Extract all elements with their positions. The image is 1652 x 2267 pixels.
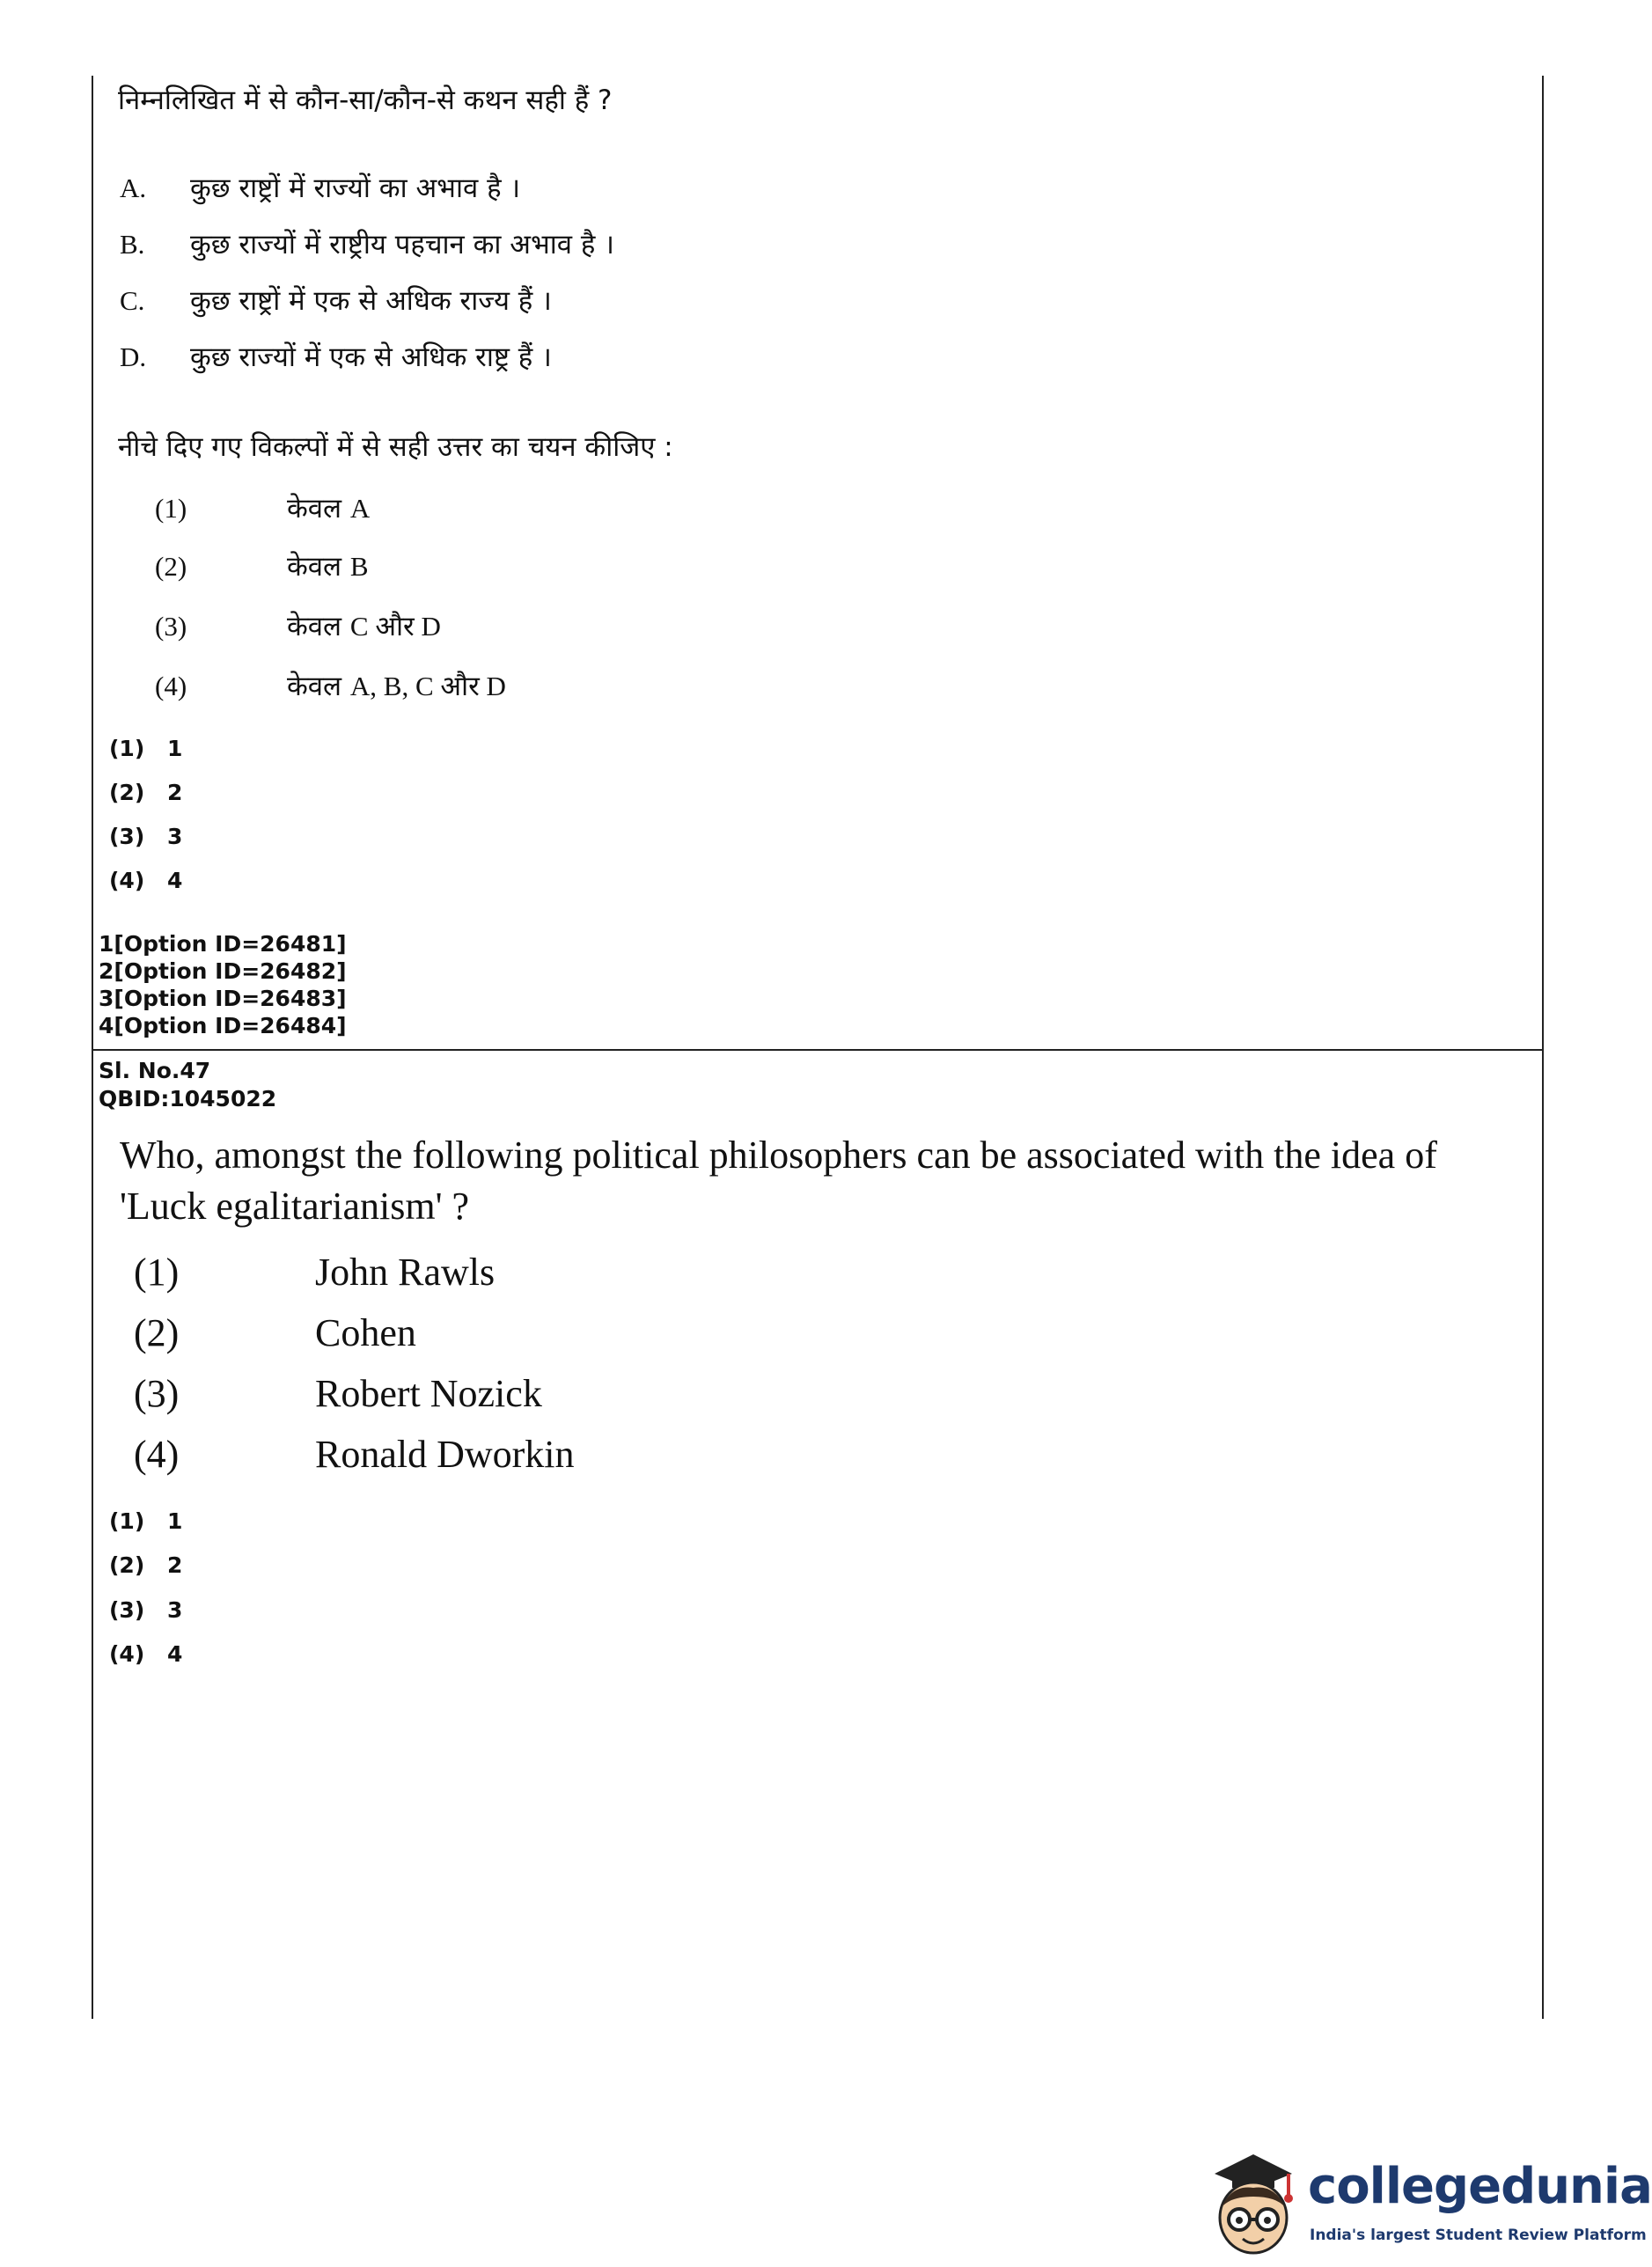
statement-label: A.	[120, 172, 147, 203]
q46-choice	[155, 667, 506, 704]
page-border-left	[92, 76, 93, 2019]
answer-value: 4	[167, 1641, 183, 1667]
page-border-right	[1542, 76, 1544, 2019]
choice-number: (2)	[155, 551, 187, 582]
answer-value: 1	[167, 1508, 183, 1534]
choice-number: (4)	[155, 671, 187, 701]
q47-choice	[134, 1310, 416, 1355]
answer-number: (1)	[109, 736, 145, 761]
sl-no: Sl. No.47	[99, 1058, 211, 1083]
choice-number: (3)	[134, 1372, 180, 1415]
q46-answer-option	[109, 824, 182, 849]
q47-stem: Who, amongst the following political philosophers can be associated with the idea of 'Luck egalitarianism' ?	[120, 1134, 1437, 1228]
choice-text: C और D	[349, 611, 441, 642]
choice-hindi: केवल	[287, 611, 342, 642]
choice-text: A, B, C और D	[349, 671, 506, 701]
choice-hindi: केवल	[287, 551, 342, 583]
answer-number: (1)	[109, 1508, 145, 1534]
q47-answer-option	[109, 1641, 182, 1667]
q46-choice	[155, 607, 441, 644]
answer-number: (2)	[109, 780, 145, 805]
statement-text: कुछ राज्यों में राष्ट्रीय पहचान का अभाव है ।	[190, 229, 614, 260]
answer-value: 2	[167, 780, 183, 805]
q46-statement	[120, 338, 552, 375]
q46-answer-option	[109, 780, 182, 805]
answer-value: 2	[167, 1552, 183, 1578]
q46-instruction: नीचे दिए गए विकल्पों में से सही उत्तर का चयन कीजिए :	[118, 431, 673, 463]
q47-choice	[134, 1432, 575, 1477]
q46-answer-option	[109, 868, 182, 893]
option-id: 1[Option ID=26481]	[99, 931, 347, 957]
answer-number: (4)	[109, 868, 145, 893]
q47-choice	[134, 1250, 495, 1295]
choice-text: Ronald Dworkin	[315, 1433, 575, 1476]
choice-text: A	[349, 493, 371, 524]
statement-label: C.	[120, 285, 145, 316]
choice-text: Robert Nozick	[315, 1372, 542, 1415]
q46-stem: निम्नलिखित में से कौन-सा/कौन-से कथन सही हैं ?	[118, 84, 613, 116]
answer-number: (3)	[109, 1597, 145, 1623]
q47-choice	[134, 1371, 542, 1416]
choice-number: (1)	[155, 493, 187, 524]
option-id: 4[Option ID=26484]	[99, 1013, 347, 1038]
choice-number: (2)	[134, 1311, 180, 1354]
statement-label: B.	[120, 229, 145, 260]
choice-hindi: केवल	[287, 493, 342, 525]
choice-hindi: केवल	[287, 671, 342, 702]
statement-label: D.	[120, 341, 147, 372]
choice-text: B	[349, 551, 369, 582]
statement-text: कुछ राष्ट्रों में राज्यों का अभाव है ।	[190, 172, 521, 204]
answer-number: (3)	[109, 824, 145, 849]
choice-number: (3)	[155, 611, 187, 642]
question-divider	[92, 1049, 1544, 1051]
answer-value: 3	[167, 1597, 183, 1623]
choice-text: John Rawls	[315, 1251, 496, 1294]
q46-choice	[155, 547, 369, 584]
logo-wordmark: collegedunia	[1308, 2158, 1652, 2215]
statement-text: कुछ राष्ट्रों में एक से अधिक राज्य हैं ।	[190, 285, 552, 317]
qbid: QBID:1045022	[99, 1086, 277, 1111]
choice-number: (4)	[134, 1433, 180, 1476]
answer-value: 3	[167, 824, 183, 849]
answer-number: (2)	[109, 1552, 145, 1578]
choice-text: Cohen	[315, 1311, 416, 1354]
q46-choice	[155, 489, 370, 526]
logo-tagline: India's largest Student Review Platform	[1310, 2227, 1647, 2244]
statement-text: कुछ राज्यों में एक से अधिक राष्ट्र हैं ।	[190, 341, 552, 373]
q46-statement	[120, 282, 552, 319]
collegedunia-logo[interactable]	[1197, 2139, 1652, 2262]
mascot-icon	[1197, 2139, 1308, 2258]
q46-statement	[120, 225, 614, 262]
answer-value: 4	[167, 868, 183, 893]
q47-answer-option	[109, 1508, 182, 1534]
q46-statement	[120, 169, 520, 206]
answer-number: (4)	[109, 1641, 145, 1667]
q46-answer-option	[109, 736, 182, 761]
answer-value: 1	[167, 736, 183, 761]
q47-answer-option	[109, 1552, 182, 1578]
q47-answer-option	[109, 1597, 182, 1623]
option-id: 2[Option ID=26482]	[99, 958, 347, 984]
choice-number: (1)	[134, 1251, 180, 1294]
option-id: 3[Option ID=26483]	[99, 986, 347, 1011]
